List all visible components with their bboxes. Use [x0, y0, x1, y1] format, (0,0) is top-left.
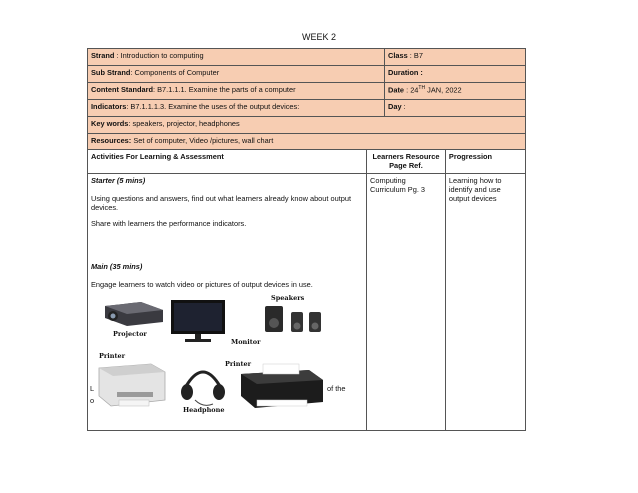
printer-label-1: Printer: [99, 352, 126, 361]
printer-label-2: Printer: [225, 360, 252, 369]
main-text-1: Engage learners to watch video or pictures of output devices in use.: [91, 279, 313, 289]
strand-cell: [88, 49, 385, 66]
starter-text-1: Using questions and answers, find out what learners already know about output devices.: [91, 193, 352, 213]
substrand-value: : Components of Computer: [130, 68, 220, 77]
resources-value: Set of computer, Video /pictures, wall chart: [131, 136, 274, 145]
printer-image-1: [99, 364, 165, 406]
indicators-row: [88, 100, 526, 117]
headphone-label: Headphone: [183, 406, 225, 415]
keywords-value: : speakers, projector, headphones: [128, 119, 240, 128]
day-label: Day: [388, 102, 402, 111]
output-devices-picture: [91, 296, 363, 422]
output-devices-illustration: [91, 296, 363, 422]
substrand-row: [88, 66, 526, 83]
main-title: Main (35 mins): [91, 261, 143, 271]
progression-header: Progression: [445, 150, 525, 174]
indicators-value: : B7.1.1.1.3. Examine the uses of the output devices:: [126, 102, 300, 111]
activities-header: Activities For Learning & Assessment: [88, 150, 367, 174]
date-cell: [385, 83, 526, 100]
keywords-cell: [88, 117, 526, 134]
cut-text-right: of the: [327, 384, 346, 394]
resource-header: Learners Resource Page Ref.: [367, 150, 446, 174]
class-cell: [385, 49, 526, 66]
substrand-label: Sub Strand: [91, 68, 131, 77]
resources-row: [88, 134, 526, 151]
indicators-cell: [88, 100, 385, 117]
speakers-image: [265, 306, 321, 332]
content-standard-label: Content Standard: [91, 85, 153, 94]
resource-cell: Computing Curriculum Pg. 3: [367, 173, 446, 430]
content-standard-row: [88, 83, 526, 100]
activities-cell: [88, 173, 367, 430]
starter-title: Starter (5 mins): [91, 175, 146, 185]
duration-label: Duration :: [388, 68, 423, 77]
strand-row: [88, 49, 526, 66]
starter-text-2: Share with learners the performance indicators.: [91, 219, 247, 229]
class-value: : B7: [407, 51, 423, 60]
cut-text-left-1: L: [90, 384, 95, 394]
strand-label: Strand: [91, 51, 115, 60]
printer-image-2: [241, 364, 323, 408]
speakers-label: Speakers: [271, 294, 305, 303]
activities-table: [87, 149, 526, 431]
progression-cell: Learning how to identify and use output devices: [445, 173, 525, 430]
class-label: Class: [388, 51, 408, 60]
week-title: WEEK 2: [301, 32, 336, 42]
lesson-header-table: [87, 48, 526, 151]
resources-label: Resources:: [91, 136, 132, 145]
monitor-label: Monitor: [231, 338, 261, 347]
date-rest: JAN, 2022: [425, 85, 462, 95]
date-value: : 24: [404, 85, 419, 95]
strand-value: : Introduction to computing: [114, 51, 204, 60]
keywords-label: Key words: [91, 119, 129, 128]
keywords-row: [88, 117, 526, 134]
monitor-image: [171, 300, 225, 342]
substrand-cell: [88, 66, 385, 83]
day-cell: [385, 100, 526, 117]
resources-cell: [88, 134, 526, 151]
indicators-label: Indicators: [91, 102, 127, 111]
day-value: :: [401, 102, 406, 111]
content-standard-value: : B7.1.1.1. Examine the parts of a computer: [153, 85, 296, 94]
duration-cell: [385, 66, 526, 83]
headphone-image: [181, 372, 225, 405]
content-standard-cell: [88, 83, 385, 100]
projector-label: Projector: [113, 330, 147, 339]
activities-body-row: [88, 173, 526, 430]
cut-text-left-2: o: [90, 396, 95, 406]
date-superscript: TH: [418, 85, 426, 91]
date-label: Date: [388, 85, 405, 95]
activities-header-row: [88, 150, 526, 174]
projector-image: [105, 302, 163, 326]
